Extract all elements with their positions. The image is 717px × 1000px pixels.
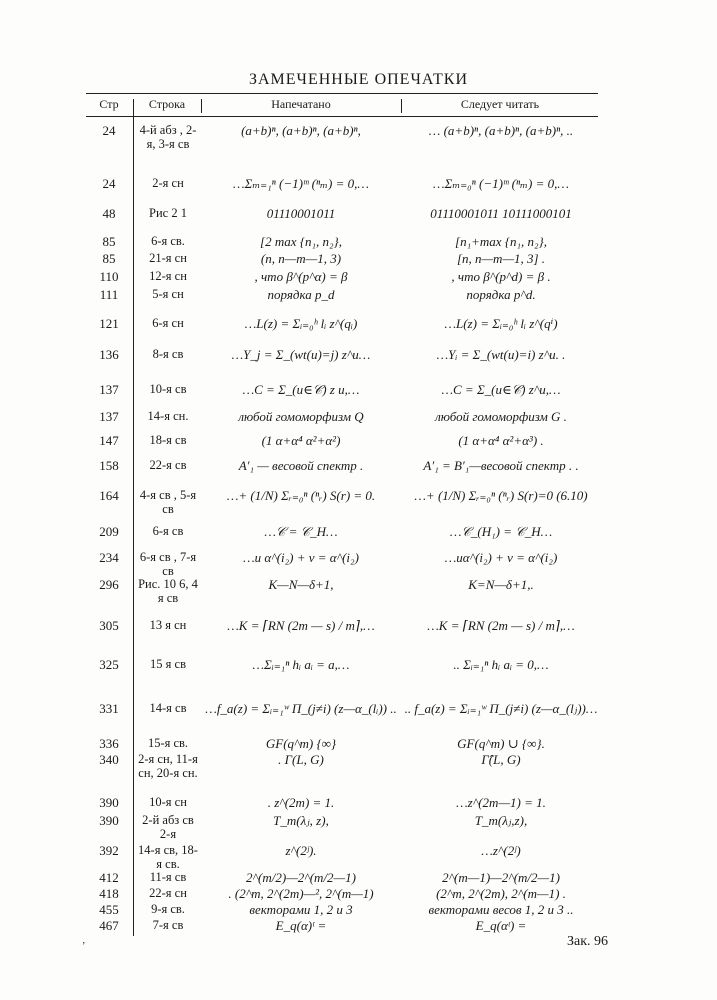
row-page: 455 xyxy=(99,902,119,917)
row-line: 22-я св xyxy=(149,458,187,472)
row-page: 305 xyxy=(99,618,119,633)
row-correct: T_m(λⱼ,z), xyxy=(474,813,528,828)
row-correct: …z^(2ʲ) xyxy=(481,843,521,858)
row-page: 392 xyxy=(99,843,119,858)
row-correct: …+ (1/N) Σᵣ₌₀ⁿ (ⁿᵣ) S(r)=0 (6.10) xyxy=(414,488,588,503)
row-page: 390 xyxy=(99,795,119,810)
page-title: ЗАМЕЧЕННЫЕ ОПЕЧАТКИ xyxy=(248,71,468,88)
row-page: 137 xyxy=(99,409,119,424)
row-printed: 01110001011 xyxy=(266,206,336,221)
row-printed: …Σᵢ₌₁ⁿ hᵢ aᵢ = a,… xyxy=(252,657,350,672)
row-line: 8-я св xyxy=(152,347,184,361)
row-printed: векторами 1, 2 и 3 xyxy=(249,902,353,917)
row-printed: …𝒞 = 𝒞_H… xyxy=(264,524,338,539)
row-page: 158 xyxy=(99,458,119,473)
column-divider xyxy=(133,99,134,936)
row-correct: 2^(m—1)—2^(m/2—1) xyxy=(442,870,560,885)
row-printed: K—N—δ+1, xyxy=(268,577,334,592)
row-line: Рис. 10 6, 4 я св xyxy=(138,577,198,605)
row-printed: …K = ⌈RN (2m — s) / m⌉,… xyxy=(227,618,375,633)
row-correct: …K = ⌈RN (2m — s) / m⌉,… xyxy=(427,618,575,633)
row-printed: …C = Σ_(u∈𝒞) z u,… xyxy=(242,382,360,397)
row-line: 22-я сн xyxy=(149,886,187,900)
row-correct: [n₁+max {n₁, n₂}, xyxy=(455,234,547,249)
row-correct: (1 α+α⁴ α²+α³) . xyxy=(458,433,544,448)
row-correct: E_q(αᵗ) = xyxy=(475,918,527,933)
row-correct: …C = Σ_(u∈𝒞) z^u,… xyxy=(441,382,561,397)
row-correct: A′₁ = B′₁—весовой спектр . . xyxy=(423,458,579,473)
row-correct: (2^m, 2^(2m), 2^(m—1) . xyxy=(436,886,566,901)
row-printed: …+ (1/N) Σᵣ₌₀ⁿ (ⁿᵣ) S(r) = 0. xyxy=(226,488,376,503)
row-printed: 2^(m/2)—2^(m/2—1) xyxy=(246,870,356,885)
row-printed: …u α^(i₂) + v = α^(i₂) xyxy=(243,550,359,565)
row-printed: …f_a(z) = Σᵢ₌₁ʷ Π_(j≠i) (z—α_(lᵢ)) .. xyxy=(205,701,397,716)
row-correct: GF(q^m) ∪ {∞}. xyxy=(457,736,545,751)
row-line: 2-я сн, 11-я сн, 20-я сн. xyxy=(138,752,198,780)
table-top-rule xyxy=(86,93,598,94)
row-page: 296 xyxy=(99,577,119,592)
row-page: 136 xyxy=(99,347,119,362)
row-line: 11-я св xyxy=(149,870,187,884)
row-line: 2-я сн xyxy=(152,176,184,190)
row-line: 10-я св xyxy=(149,382,187,396)
row-line: 10-я сн xyxy=(149,795,187,809)
row-correct: [n, n—m—1, 3] . xyxy=(456,251,546,266)
row-line: 14-я св xyxy=(149,701,187,715)
row-page: 325 xyxy=(99,657,119,672)
row-printed: z^(2ʲ). xyxy=(285,843,317,858)
row-page: 412 xyxy=(99,870,119,885)
row-correct: …Yᵢ = Σ_(wt(u)=i) z^u. . xyxy=(436,347,566,362)
order-number: Зак. 96 xyxy=(567,934,609,949)
row-line: 21-я сн xyxy=(149,251,187,265)
row-correct: K=N—δ+1,. xyxy=(468,577,534,592)
header-page: Стр xyxy=(99,97,119,111)
row-printed: (a+b)ⁿ, (a+b)ⁿ, (a+b)ⁿ, xyxy=(241,123,361,138)
row-line: 4-я св , 5-я св xyxy=(139,488,197,516)
row-printed: [2 max {n₁, n₂}, xyxy=(260,234,342,249)
row-correct: …L(z) = Σᵢ₌₀ʰ lᵢ z^(qⁱ) xyxy=(444,316,558,331)
row-correct: …z^(2m—1) = 1. xyxy=(456,795,546,810)
row-line: 6-я сн xyxy=(152,316,184,330)
header-bottom-rule xyxy=(86,116,598,117)
row-page: 340 xyxy=(99,752,119,767)
row-printed: GF(q^m) {∞} xyxy=(265,736,337,751)
row-page: 147 xyxy=(99,433,119,448)
row-correct: векторами весов 1, 2 и 3 .. xyxy=(428,902,574,917)
row-printed: , что β^(p^α) = β xyxy=(254,269,348,284)
row-line: 9-я св. xyxy=(151,902,185,916)
header-line: Строка xyxy=(148,97,186,111)
row-printed: …Y_j = Σ_(wt(u)=j) z^u… xyxy=(231,347,371,362)
margin-mark: ʼ xyxy=(82,941,86,952)
row-line: 6-я св xyxy=(152,524,184,538)
row-correct: …𝒞_(H₁) = 𝒞_H… xyxy=(449,524,553,539)
row-printed: . (2^m, 2^(2m)—², 2^(m—1) xyxy=(228,886,374,901)
row-line: 2-й абз св 2-я xyxy=(142,813,194,841)
row-page: 209 xyxy=(99,524,119,539)
row-line: Рис 2 1 xyxy=(149,206,187,220)
row-page: 111 xyxy=(99,287,119,302)
row-printed: …L(z) = Σᵢ₌₀ʰ lᵢ z^(qᵢ) xyxy=(244,316,358,331)
row-page: 467 xyxy=(99,918,119,933)
row-line: 6-я св. xyxy=(151,234,185,248)
row-page: 85 xyxy=(102,251,116,266)
row-line: 5-я сн xyxy=(152,287,184,301)
row-page: 336 xyxy=(99,736,119,751)
row-correct: любой гомоморфизм G . xyxy=(435,409,567,424)
row-correct: … (a+b)ⁿ, (a+b)ⁿ, (a+b)ⁿ, .. xyxy=(428,123,574,138)
row-correct: , что β^(p^d) = β . xyxy=(451,269,551,284)
row-line: 15-я св. xyxy=(147,736,189,750)
row-page: 110 xyxy=(99,269,119,284)
row-printed: A′₁ — весовой спектр . xyxy=(238,458,364,473)
row-page: 85 xyxy=(102,234,116,249)
row-page: 234 xyxy=(99,550,119,565)
row-correct: .. Σᵢ₌₁ⁿ hᵢ aᵢ = 0,… xyxy=(453,657,549,672)
row-line: 14-я св, 18-я св. xyxy=(138,843,198,871)
row-printed: . z^(2m) = 1. xyxy=(267,795,335,810)
row-printed: T_m(λⱼ, z), xyxy=(273,813,329,828)
row-printed: (1 α+α⁴ α²+α²) xyxy=(261,433,341,448)
row-line: 6-я св , 7-я св xyxy=(139,550,197,578)
row-correct: …uα^(i₂) + v = α^(i₂) xyxy=(444,550,558,565)
row-correct: порядка p^d. xyxy=(466,287,536,302)
row-correct: 01110001011 10111000101 xyxy=(430,206,572,221)
row-page: 24 xyxy=(102,176,116,191)
row-line: 7-я св xyxy=(152,918,184,932)
row-page: 121 xyxy=(99,316,119,331)
row-printed: любой гомоморфизм Q xyxy=(238,409,364,424)
row-page: 164 xyxy=(99,488,119,503)
row-correct: Γ̂(L, G) xyxy=(481,752,521,767)
row-page: 137 xyxy=(99,382,119,397)
row-line: 12-я сн xyxy=(149,269,187,283)
header-printed: Напечатано xyxy=(271,97,331,111)
row-page: 390 xyxy=(99,813,119,828)
row-printed: . Γ(L, G) xyxy=(278,752,324,767)
row-line: 18-я св xyxy=(149,433,187,447)
row-line: 4-й абз , 2-я, 3-я св xyxy=(139,123,197,151)
row-printed: …Σₘ₌₁ⁿ (−1)ᵐ (ⁿₘ) = 0,… xyxy=(233,176,369,191)
row-page: 24 xyxy=(102,123,116,138)
row-printed: E_q(α)ᵗ = xyxy=(275,918,327,933)
row-page: 331 xyxy=(99,701,119,716)
row-line: 13 я сн xyxy=(149,618,187,632)
row-printed: (n, n—m—1, 3) xyxy=(260,251,342,266)
row-printed: порядка p_d xyxy=(267,287,335,302)
row-line: 14-я сн. xyxy=(147,409,189,423)
row-correct: …Σₘ₌₀ⁿ (−1)ᵐ (ⁿₘ) = 0,… xyxy=(433,176,569,191)
row-correct: .. f_a(z) = Σᵢ₌₁ʷ Π_(j≠i) (z—α_(lⱼ))… xyxy=(404,701,598,716)
header-correct: Следует читать xyxy=(460,97,540,111)
row-line: 15 я св xyxy=(150,657,186,671)
row-page: 418 xyxy=(99,886,119,901)
row-page: 48 xyxy=(102,206,116,221)
